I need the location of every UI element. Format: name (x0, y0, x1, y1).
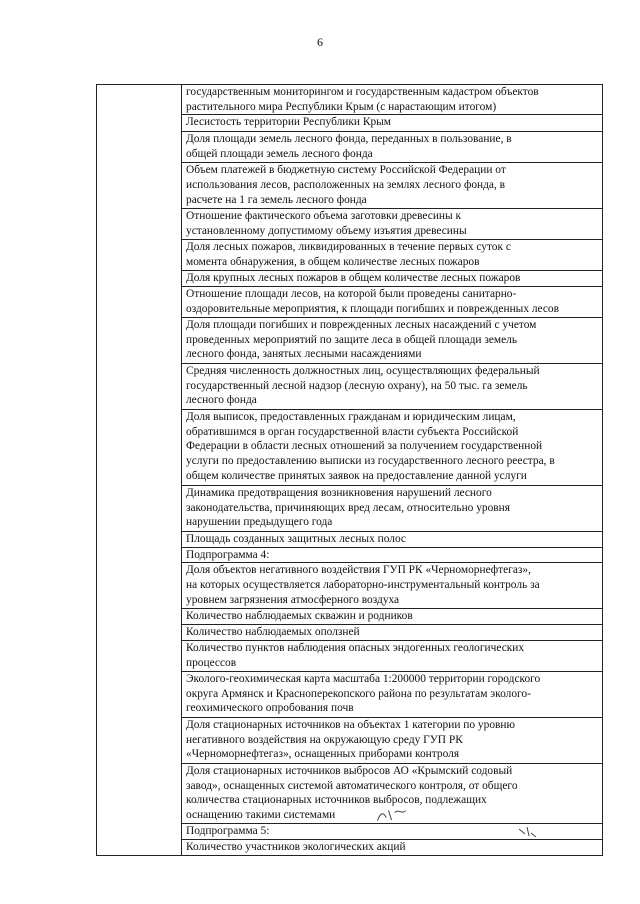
table-cell: Средняя численность должностных лиц, осуществляющих федеральный государственный лесной надзор (лесную охрану), на 50 тыс. га земель лесного фонда (182, 363, 603, 409)
indicators-table (96, 84, 603, 856)
table-cell: Лесистость территории Республики Крым (182, 115, 603, 132)
handwritten-mark (517, 825, 537, 839)
left-column-cell (97, 85, 182, 856)
table-cell: Динамика предотвращения возникновения нарушений лесного законодательства, причиняющих вред лесам, относительно уровня нарушении предыдущего года (182, 485, 603, 531)
table-cell: Количество наблюдаемых оползней (182, 625, 603, 641)
table-cell: Количество наблюдаемых скважин и родников (182, 609, 603, 625)
table-cell: Отношение фактического объема заготовки древесины к установленному допустимому объему изъятия древесины (182, 209, 603, 240)
table-cell: Доля площади земель лесного фонда, переданных в пользование, в общей площади земель лесного фонда (182, 132, 603, 163)
table-cell: Количество участников экологических акций (182, 839, 603, 855)
table-cell: Эколого-геохимическая карта масштаба 1:200000 территории городского округа Армянск и Красноперекопского района по результатам эколого- геохимического опробования почв (182, 671, 603, 717)
table-cell: Объем платежей в бюджетную систему Российской Федерации от использования лесов, расположенных на землях лесного фонда, в расчете на 1 га земель лесного фонда (182, 163, 603, 209)
table-cell: Подпрограмма 4: (182, 547, 603, 563)
table-cell: Доля лесных пожаров, ликвидированных в течение первых суток с момента обнаружения, в общем количестве лесных пожаров (182, 240, 603, 271)
table-cell: Доля крупных лесных пожаров в общем количестве лесных пожаров (182, 271, 603, 287)
table-cell: Доля выписок, предоставленных гражданам и юридическим лицам, обратившимся в орган государственной власти субъекта Российской Федерации в области лесных отношений за получением государственной услуги по предоставлению выписки из государственного лесного реестра, в общем количестве принятых заявок на предоставление данной услуги (182, 409, 603, 485)
table-cell: Доля объектов негативного воздействия ГУП РК «Черноморнефтегаз», на которых осуществляется лабораторно-инструментальный контроль за уровнем загрязнения атмосферного воздуха (182, 563, 603, 609)
table-cell: Подпрограмма 5: (182, 823, 603, 839)
table-cell: Отношение площади лесов, на которой были проведены санитарно- оздоровительные мероприятия, к площади погибших и поврежденных лесов (182, 287, 603, 317)
table-cell: государственным мониторингом и государственным кадастром объектов растительного мира Республики Крым (с нарастающим итогом) (182, 85, 603, 115)
table-cell: Доля площади погибших и поврежденных лесных насаждений с учетом проведенных мероприятий по защите леса в общей площади земель лесного фонда, занятых лесными насаждениями (182, 317, 603, 363)
table-cell: Количество пунктов наблюдения опасных эндогенных геологических процессов (182, 640, 603, 671)
table-cell: Доля стационарных источников выбросов АО «Крымский содовый завод», оснащенных системой автоматического контроля, от общего количества стационарных источников выбросов, подлежащих оснащению такими системами (182, 763, 603, 823)
table-cell: Доля стационарных источников на объектах 1 категории по уровню негативного воздействия на окружающую среду ГУП РК «Черноморнефтегаз», оснащенных приборами контроля (182, 717, 603, 763)
table-cell: Площадь созданных защитных лесных полос (182, 531, 603, 547)
page-number: 6 (317, 35, 323, 49)
table-row (97, 85, 603, 115)
